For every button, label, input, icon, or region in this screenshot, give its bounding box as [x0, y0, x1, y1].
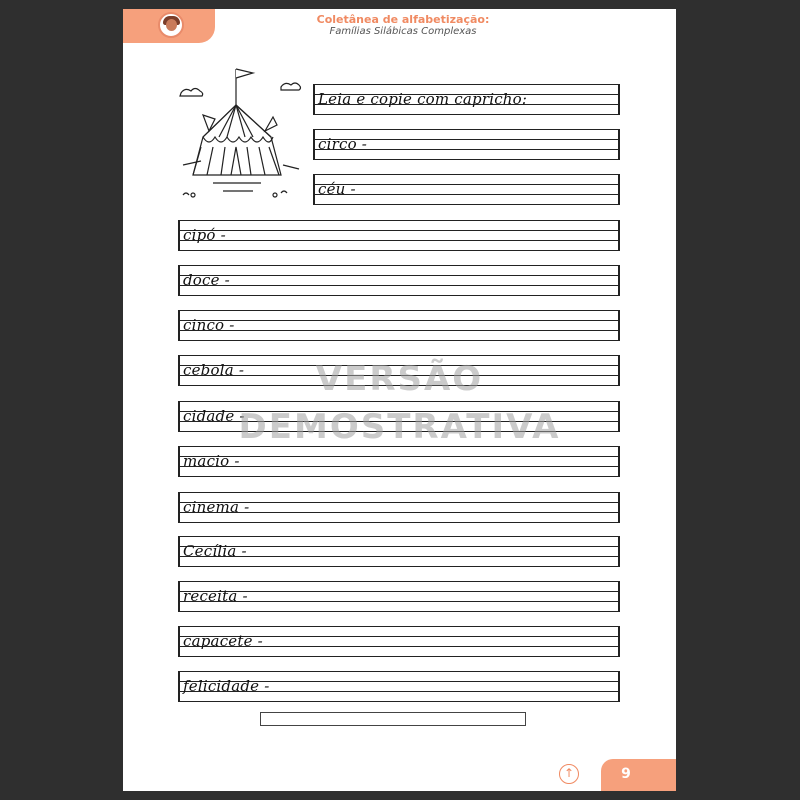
writing-row[interactable] [178, 310, 620, 341]
writing-row[interactable] [178, 401, 620, 432]
word-label: capacete - [183, 632, 263, 650]
writing-row[interactable] [313, 174, 620, 205]
word-label: doce - [183, 271, 230, 289]
word-label: cinco - [183, 316, 235, 334]
worksheet-page [123, 9, 676, 791]
word-label: macio - [183, 452, 240, 470]
page-number-tab [601, 759, 676, 791]
word-label: receita - [183, 587, 248, 605]
word-label: cebola - [183, 361, 244, 379]
word-label: circo - [318, 135, 367, 153]
watermark-line2: DEMOSTRATIVA [238, 407, 561, 447]
writing-row-instruction[interactable] [313, 84, 620, 115]
writing-row[interactable] [178, 626, 620, 657]
page-subtitle: Famílias Silábicas Complexas [329, 26, 477, 37]
instruction-text: Leia e copie com capricho: [318, 90, 528, 108]
teacher-avatar-logo [158, 12, 184, 38]
writing-row[interactable] [178, 355, 620, 386]
arrow-up-circle-icon[interactable]: ↑ [559, 764, 579, 784]
word-label: cipó - [183, 226, 226, 244]
writing-row[interactable] [178, 536, 620, 567]
writing-row[interactable] [178, 220, 620, 251]
word-label: cidade - [183, 407, 245, 425]
writing-row[interactable] [178, 581, 620, 612]
writing-row[interactable] [178, 265, 620, 296]
watermark-line1: VERSÃO [315, 359, 484, 399]
writing-row[interactable] [313, 129, 620, 160]
answer-box[interactable] [260, 712, 526, 726]
header-tab [123, 9, 215, 43]
word-label: céu - [318, 180, 356, 198]
circus-tent-illustration [163, 65, 303, 215]
page-number: 9 [621, 766, 631, 782]
writing-row[interactable] [178, 446, 620, 477]
word-label: cinema - [183, 498, 249, 516]
writing-row[interactable] [178, 492, 620, 523]
word-label: felicidade - [183, 677, 270, 695]
page-title: Coletânea de alfabetização: [316, 13, 490, 26]
writing-row[interactable] [178, 671, 620, 702]
word-label: Cecília - [183, 542, 247, 560]
